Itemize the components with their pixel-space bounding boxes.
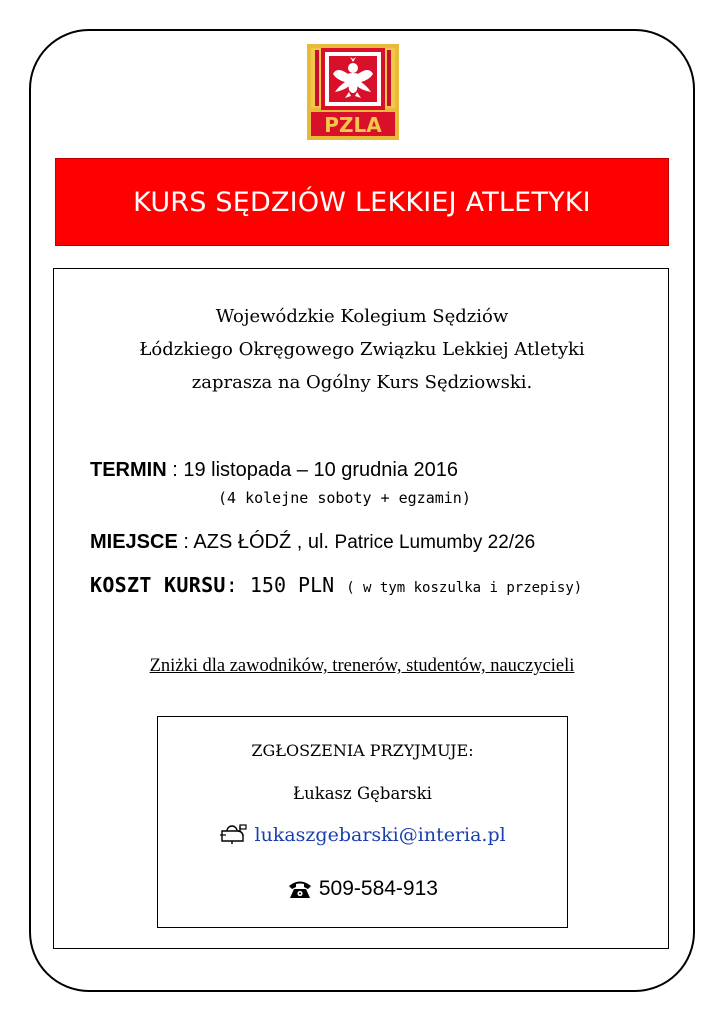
discount-info: Zniżki dla zawodników, trenerów, studentów, nauczycieli — [149, 656, 575, 676]
contact-email-link[interactable]: lukaszgebarski@interia.pl — [254, 824, 506, 846]
miejsce-separator: : — [177, 531, 194, 553]
intro-line-1: Wojewódzkie Kolegium Sędziów — [215, 306, 509, 327]
termin-row — [90, 459, 458, 482]
title-banner — [55, 158, 669, 246]
miejsce-address: Patrice Lumumby 22/26 — [334, 532, 536, 553]
miejsce-value: AZS ŁÓDŹ , ul. — [193, 531, 335, 553]
miejsce-row — [90, 531, 535, 554]
contact-heading: ZGŁOSZENIA PRZYJMUJE: — [251, 741, 474, 760]
koszt-value: 150 PLN — [249, 573, 347, 597]
contact-phone-row — [157, 877, 568, 901]
page-title: KURS SĘDZIÓW LEKKIEJ ATLETYKI — [133, 186, 591, 218]
termin-note: (4 kolejne soboty + egzamin) — [218, 489, 471, 507]
pzla-logo — [307, 44, 399, 140]
mailbox-icon — [219, 823, 249, 845]
koszt-separator: : — [225, 573, 250, 597]
pzla-eagle-icon — [307, 44, 399, 140]
intro-line-2: Łódzkiego Okręgowego Związku Lekkiej Atletyki — [139, 339, 585, 360]
miejsce-label: MIEJSCE — [90, 531, 178, 553]
koszt-label: KOSZT KURSU — [90, 573, 226, 597]
logo-text: PZLA — [324, 113, 382, 137]
intro-line-3: zaprasza na Ogólny Kurs Sędziowski. — [191, 372, 533, 393]
koszt-note: ( w tym koszulka i przepisy) — [346, 580, 583, 596]
telephone-icon — [287, 879, 313, 899]
contact-name: Łukasz Gębarski — [293, 784, 432, 803]
koszt-row — [90, 573, 582, 598]
termin-separator: : — [166, 459, 184, 481]
termin-label: TERMIN — [90, 459, 167, 481]
contact-phone-number[interactable]: 509-584-913 — [318, 877, 438, 900]
contact-email-row — [157, 822, 568, 847]
termin-value: 19 listopada – 10 grudnia 2016 — [183, 459, 459, 481]
